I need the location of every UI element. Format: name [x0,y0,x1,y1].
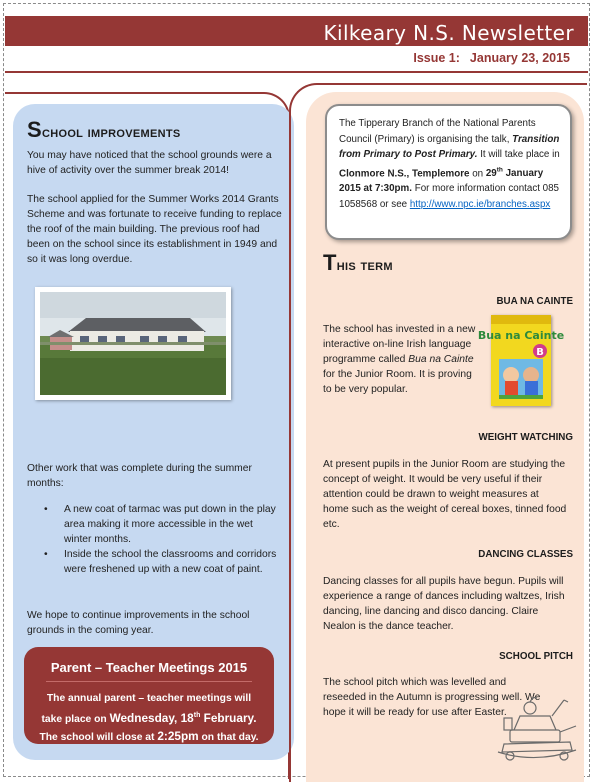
talk-date-sup: th [496,166,503,174]
this-term-heading [323,250,393,276]
bua-na-cainte-heading: BUA NA CAINTE [496,296,573,307]
book-title: Bua na Cainte [477,329,565,342]
meeting-date [110,711,257,725]
meeting-line-2-prefix: take place on [41,713,110,725]
npc-branches-link[interactable]: http://www.npc.ie/branches.aspx [409,198,551,210]
roof-paragraph: The school applied for the Summer Works 2014 Grants Scheme and was fortunate to receive funding to replace the roof of the main building. The previous roof had been on the school since its establishment in 1949 and so it was long overdue. [27,194,282,265]
meeting-line-1: The annual parent – teacher meetings will [46,693,252,704]
bua-na-cainte-text [323,322,483,397]
weight-watching-heading: WEIGHT WATCHING [478,432,573,443]
issue-line [413,51,570,65]
dancing-classes-text: Dancing classes for all pupils have begun. Pupils will experience a range of dances including waltzes, Irish dancing, line dancing and disco dancing. Claire Nealon is the dance teacher. [323,576,565,632]
meeting-box-text [24,690,274,746]
bua-text-italic: Bua na Cainte [408,354,474,365]
bullet-icon: • [44,504,48,515]
list-item-text: A new coat of tarmac was put down in the play area making it more accessible in the wet winter months. [64,504,276,545]
bua-na-cainte-book-icon [477,315,565,406]
issue-label: Issue 1: [413,51,460,65]
meeting-date-day: Wednesday, 18 [109,710,194,725]
meeting-line-3-prefix: The school will close at [39,731,158,743]
closing-paragraph: We hope to continue improvements in the school grounds in the coming year. [27,610,250,636]
heading-initial: T [323,250,337,275]
notice-on: on [469,167,486,179]
bua-text-prefix: The school has invested in a new interactive on-line Irish language programme called [323,324,476,365]
school-improvements-heading [27,117,181,143]
meeting-date-month: February. [200,710,257,725]
newsletter-title: Kilkeary N.S. Newsletter [323,21,574,45]
improvements-list [38,502,278,577]
bullet-icon: • [44,549,48,560]
school-pitch-heading: SCHOOL PITCH [499,651,573,662]
talk-date-day: 29 [485,167,497,179]
talk-date-rest: January 2015 at 7:30pm. [339,167,544,195]
notice-text [339,116,564,212]
meeting-line-2 [24,707,274,728]
notice-contact: For more information contact 085 1058568 or see [339,183,560,210]
heading-initial: S [27,117,42,142]
meeting-close-time: 2:25pm [157,728,199,743]
school-building-photo-icon [40,292,226,395]
meeting-box-title: Parent – Teacher Meetings 2015 [50,660,248,675]
school-photo-frame [35,287,231,400]
school-supplies-clipart-icon [490,686,582,766]
list-item-text: Inside the school the classrooms and corridors were freshened up with a new coat of paint. [64,549,277,575]
talk-title: Transition from Primary to Post Primary. [339,133,560,160]
notice-intro: The Tipperary Branch of the National Parents Council (Primary) is organising the talk, [339,118,536,145]
school-pitch-text: The school pitch which was levelled and reseeded in the Autumn is progressing well. We hope it will be ready for use after Easter. [323,677,541,718]
talk-venue: Clonmore N.S., Templemore [339,167,470,179]
header-rule [5,71,588,73]
meeting-line-3-suffix: on that day. [198,731,259,743]
weight-watching-text: At present pupils in the Junior Room are studying the concept of weight. It would be very useful if their attention could be drawn to weight measures at home such as the weight of cereal boxes, tinned food etc. [323,459,567,530]
heading-rest: chool improvements [41,124,181,141]
meeting-box-rule [46,681,252,682]
other-work-paragraph: Other work that was complete during the summer months: [27,463,252,489]
npc-talk-notice [325,104,572,240]
issue-date: January 23, 2015 [469,51,570,65]
dancing-classes-heading: DANCING CLASSES [478,549,573,560]
book-letter: B [536,347,544,358]
intro-paragraph: You may have noticed that the school grounds were a hive of activity over the summer break 2014! [27,150,272,176]
meeting-date-sup: th [193,712,201,719]
notice-location-intro: It will take place in [477,149,560,160]
list-item [38,502,278,547]
list-item [38,547,278,577]
meeting-line-3 [24,728,274,746]
bua-text-suffix: for the Junior Room. It is proving to be very popular. [323,369,472,395]
heading-rest: his term [336,257,393,274]
header-bar [5,16,588,46]
parent-teacher-meetings-box [24,647,274,744]
